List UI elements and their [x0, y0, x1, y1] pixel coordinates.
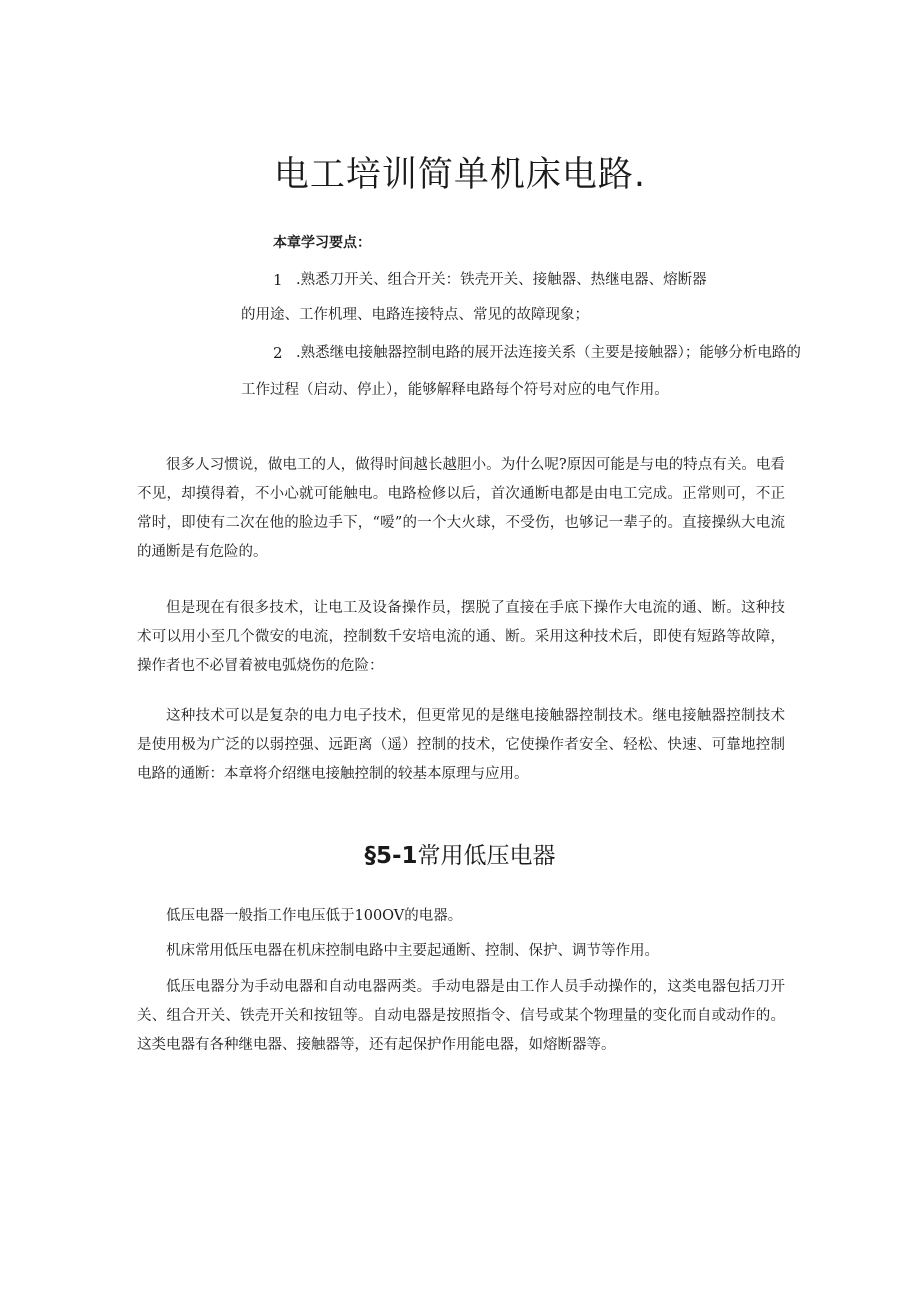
intro-paragraph-2: 但是现在有很多技术，让电工及设备操作员，摆脱了直接在手底下操作大电流的通、断。这种技术可以用小至几个微安的电流，控制数千安培电流的通、断。采用这种技术后，即使有短路等故障，操作者也不必冒着被电弧烧伤的危险： [137, 600, 785, 674]
section-number: §5-1 [364, 843, 418, 869]
key-point-1-line1: .熟悉刀开关、组合开关：铁壳开关、接触器、热继电器、熔断器 [296, 272, 707, 288]
section-paragraph-2: 机床常用低压电器在机床控制电路中主要起通断、控制、保护、调节等作用。 [166, 943, 659, 959]
key-point-2-line1: .熟悉继电接触器控制电路的展开法连接关系（主要是接触器）；能够分析电路的 [296, 345, 801, 361]
section-title: 常用低压电器 [417, 843, 556, 869]
key-point-1-number: 1 [273, 271, 283, 289]
section-heading [0, 840, 920, 872]
key-point-2-line2: 工作过程（启动、停止），能够解释电路每个符号对应的电气作用。 [241, 382, 669, 398]
section-paragraph-1: 低压电器一般指工作电压低于100OV的电器。 [166, 908, 463, 924]
intro-paragraph-1: 很多人习惯说，做电工的人，做得时间越长越胆小。为什么呢?原因可能是与电的特点有关。电看不见，却摸得着，不小心就可能触电。电路检修以后，首次通断电都是由电工完成。正常则可，不正常时，即使有二次在他的脸边手下，“嗳”的一个大火球，不受伤，也够记一辈子的。直接操纵大电流的通断是有危险的。 [137, 457, 785, 560]
key-point-1-line2: 的用途、工作机理、电路连接特点、常见的故障现象； [241, 307, 589, 323]
section-paragraph-3: 低压电器分为手动电器和自动电器两类。手动电器是由工作人员手动操作的，这类电器包括刀开关、组合开关、铁壳开关和按钮等。自动电器是按照指令、信号或某个物理量的变化而自或动作的。这类电器有各种继电器、接触器等，还有起保护作用能电器，如熔断器等。 [137, 979, 785, 1053]
key-point-2-number: 2 [273, 344, 283, 362]
document-title: 电工培训简单机床电路. [273, 155, 647, 195]
key-points-heading: 本章学习要点： [273, 235, 371, 251]
intro-paragraph-3: 这种技术可以是复杂的电力电子技术，但更常见的是继电接触器控制技术。继电接触器控制技术是使用极为广泛的以弱控强、远距离（遥）控制的技术，它使操作者安全、轻松、快速、可靠地控制电路的通断：本章将介绍继电接触控制的较基本原理与应用。 [137, 708, 785, 782]
